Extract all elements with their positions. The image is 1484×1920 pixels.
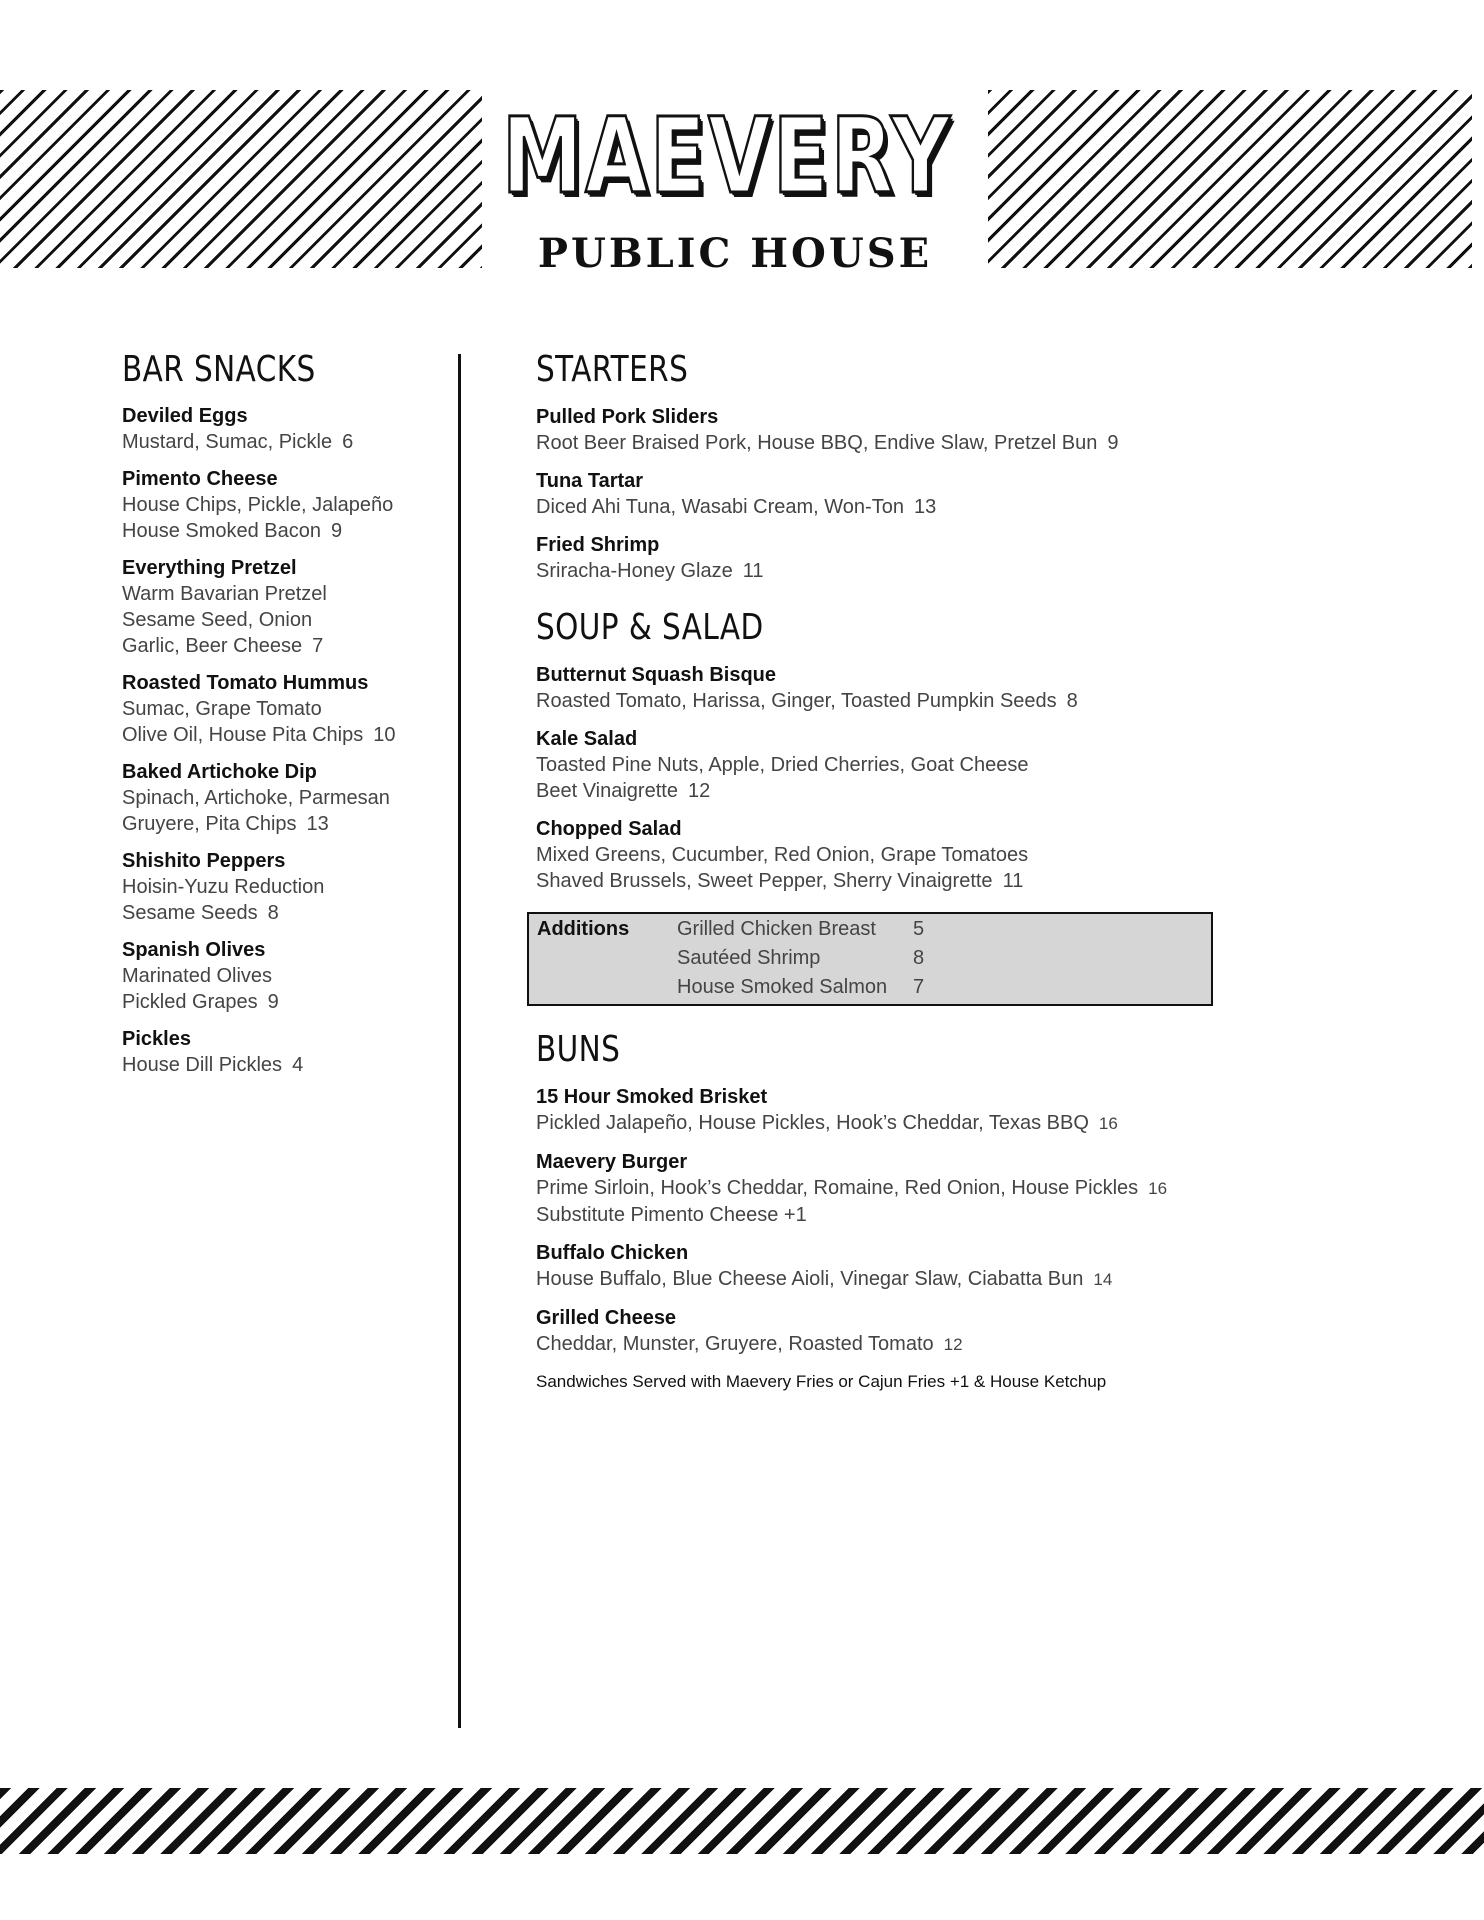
additions-list	[677, 915, 1203, 1002]
menu-item-name: Pimento Cheese	[122, 468, 278, 490]
menu-item-price: 9	[331, 520, 343, 542]
menu-item	[122, 848, 452, 926]
menu-item-description-text: Spinach, Artichoke, Parmesan Gruyere, Pita Chips	[122, 787, 390, 835]
menu-item-name: Pickles	[122, 1028, 191, 1050]
menu-item-price: 13	[913, 496, 937, 518]
menu-item	[536, 1149, 1236, 1228]
menu-item-extra: Substitute Pimento Cheese +1	[536, 1204, 807, 1226]
menu-item-description	[536, 1175, 1236, 1202]
menu-item-price: 8	[267, 902, 279, 924]
addition-row	[677, 944, 1203, 973]
menu-item	[536, 816, 1236, 894]
menu-item	[536, 468, 1236, 520]
menu-item-description	[122, 1052, 452, 1078]
section-buns	[536, 1028, 1236, 1394]
menu-item	[536, 1305, 1236, 1358]
menu-item-name: 15 Hour Smoked Brisket	[536, 1086, 768, 1108]
menu-item-name: Pulled Pork Sliders	[536, 406, 719, 428]
menu-item-name: Kale Salad	[536, 728, 638, 750]
menu-item-description-text: House Dill Pickles	[122, 1054, 283, 1076]
menu-item-description-text: Diced Ahi Tuna, Wasabi Cream, Won-Ton	[536, 496, 904, 518]
menu-item	[122, 555, 452, 659]
menu-item-description	[122, 963, 452, 1015]
addition-row	[677, 915, 1203, 944]
addition-price: 8	[913, 947, 925, 969]
menu-item	[536, 662, 1236, 714]
section-title: SOUP & SALAD	[536, 607, 764, 648]
section-bar-snacks	[122, 348, 452, 1078]
menu-item	[536, 532, 1236, 584]
addition-price: 5	[913, 918, 925, 940]
menu-item-description-text: Cheddar, Munster, Gruyere, Roasted Tomato	[536, 1333, 934, 1355]
menu-item	[122, 403, 452, 455]
addition-price: 7	[913, 976, 925, 998]
menu-item-price: 11	[1002, 870, 1024, 892]
menu-item-name: Roasted Tomato Hummus	[122, 672, 369, 694]
menu-item-description-text: Root Beer Braised Pork, House BBQ, Endive Slaw, Pretzel Bun	[536, 432, 1098, 454]
menu-item-price: 8	[1066, 690, 1078, 712]
menu-item-description	[122, 785, 452, 837]
menu-item-description	[536, 558, 1236, 584]
menu-item-name: Tuna Tartar	[536, 470, 644, 492]
menu-item-name: Grilled Cheese	[536, 1307, 677, 1329]
menu-item-price: 11	[742, 560, 764, 582]
section-title: BUNS	[536, 1029, 621, 1070]
menu-item-price: 12	[943, 1335, 963, 1354]
logo-subtitle: PUBLIC HOUSE	[537, 230, 933, 277]
menu-item-description	[122, 581, 452, 659]
right-column	[536, 348, 1236, 1416]
menu-item-name: Spanish Olives	[122, 939, 266, 961]
header-stripes-right	[988, 90, 1472, 268]
menu-item	[536, 404, 1236, 456]
addition-row	[677, 973, 1203, 1002]
menu-item-price: 16	[1148, 1179, 1168, 1198]
menu-item-price: 7	[312, 635, 324, 657]
section-starters	[536, 348, 1236, 584]
sandwich-note: Sandwiches Served with Maevery Fries or Cajun Fries +1 & House Ketchup	[536, 1372, 1107, 1391]
menu-item-price: 4	[292, 1054, 304, 1076]
menu-item-name: Butternut Squash Bisque	[536, 664, 777, 686]
menu-item	[122, 670, 452, 748]
menu-item-description-text: Mixed Greens, Cucumber, Red Onion, Grape Tomatoes Shaved Brussels, Sweet Pepper, Sherry Vinaigrette	[536, 844, 1029, 892]
menu-item-name: Chopped Salad	[536, 818, 682, 840]
menu-item-description	[536, 1331, 1236, 1358]
menu-item-price: 10	[373, 724, 396, 746]
menu-item-name: Fried Shrimp	[536, 534, 660, 556]
section-title: STARTERS	[536, 349, 689, 390]
menu-item-description	[122, 696, 452, 748]
menu-item-price: 9	[267, 991, 279, 1013]
menu-item-description-text: Marinated Olives Pickled Grapes	[122, 965, 273, 1013]
section-soup-salad	[536, 606, 1236, 1006]
menu-item-description-text: Roasted Tomato, Harissa, Ginger, Toasted Pumpkin Seeds	[536, 690, 1057, 712]
header-stripes-left	[0, 90, 482, 268]
menu-item	[536, 1084, 1236, 1137]
addition-name: House Smoked Salmon	[677, 976, 888, 998]
menu-item-name: Baked Artichoke Dip	[122, 761, 317, 783]
left-column	[122, 348, 452, 1100]
menu-item-description	[536, 430, 1236, 456]
menu-item-description	[122, 429, 452, 455]
additions-label: Additions	[537, 918, 630, 940]
section-title: BAR SNACKS	[122, 349, 316, 390]
menu-item	[122, 759, 452, 837]
menu-item-description-text: House Chips, Pickle, Jalapeño House Smoked Bacon	[122, 494, 394, 542]
menu-item	[536, 1240, 1236, 1293]
menu-item	[122, 937, 452, 1015]
menu-item-description-text: Sriracha-Honey Glaze	[536, 560, 733, 582]
menu-item-description-text: Mustard, Sumac, Pickle	[122, 431, 333, 453]
addition-name: Sautéed Shrimp	[677, 947, 821, 969]
menu-item-description-text: Warm Bavarian Pretzel Sesame Seed, Onion Garlic, Beer Cheese	[122, 583, 327, 657]
menu-item-description-text: Pickled Jalapeño, House Pickles, Hook’s Cheddar, Texas BBQ	[536, 1112, 1089, 1134]
menu-item-description	[536, 752, 1236, 804]
menu-item-description-text: Prime Sirloin, Hook’s Cheddar, Romaine, Red Onion, House Pickles	[536, 1177, 1139, 1199]
logo-wordmark: MAEVERY	[502, 95, 953, 217]
menu-item-description	[536, 1110, 1236, 1137]
logo	[482, 90, 988, 280]
menu-item-price: 16	[1098, 1114, 1118, 1133]
menu-item-description	[536, 688, 1236, 714]
additions-box	[527, 912, 1213, 1006]
menu-item-price: 14	[1093, 1270, 1113, 1289]
menu-item-name: Maevery Burger	[536, 1151, 688, 1173]
menu-item-price: 12	[687, 780, 711, 802]
menu-item	[122, 466, 452, 544]
menu-item-price: 6	[342, 431, 354, 453]
menu-item-description	[536, 1266, 1236, 1293]
menu-item-description	[122, 492, 452, 544]
menu-item-name: Shishito Peppers	[122, 850, 286, 872]
menu-item-price: 9	[1107, 432, 1119, 454]
menu-item	[536, 726, 1236, 804]
menu-item-description-text: Hoisin-Yuzu Reduction Sesame Seeds	[122, 876, 325, 924]
addition-name: Grilled Chicken Breast	[677, 918, 876, 940]
menu-item-description	[536, 494, 1236, 520]
column-divider	[458, 354, 461, 1728]
menu-item-name: Buffalo Chicken	[536, 1242, 689, 1264]
menu-item-price: 13	[306, 813, 329, 835]
menu-item-description-text: Toasted Pine Nuts, Apple, Dried Cherries, Goat Cheese Beet Vinaigrette	[536, 754, 1029, 802]
menu-item-name: Deviled Eggs	[122, 405, 248, 427]
footer-stripes	[0, 1788, 1484, 1854]
menu-item-description	[536, 842, 1236, 894]
menu-item-name: Everything Pretzel	[122, 557, 297, 579]
menu-item-description	[122, 874, 452, 926]
menu-item	[122, 1026, 452, 1078]
menu-item-description-text: House Buffalo, Blue Cheese Aioli, Vinegar Slaw, Ciabatta Bun	[536, 1268, 1084, 1290]
menu-item-description-text: Sumac, Grape Tomato Olive Oil, House Pita Chips	[122, 698, 364, 746]
